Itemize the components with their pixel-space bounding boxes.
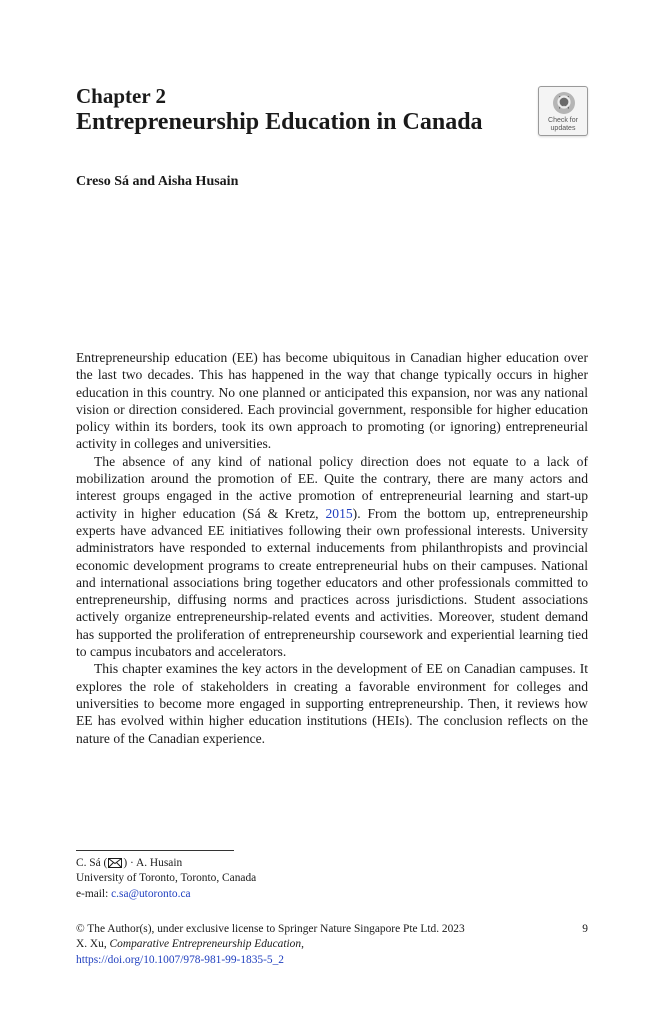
check-for-updates-badge[interactable] (538, 86, 588, 136)
author-names: Creso Sá and Aisha Husain (76, 174, 239, 189)
co-author: · A. Husain (130, 857, 183, 869)
email-label: e-mail: (76, 887, 112, 900)
email-line (76, 887, 496, 902)
footnote-authors: C. Sá ( ) · A. Husain (76, 857, 183, 869)
badge-line-1: Check for (548, 117, 578, 124)
book-title: Comparative Entrepreneurship Education (109, 938, 302, 951)
paragraph-1: Entrepreneurship education (EE) has become ubiquitous in Canadian higher education over the last two decades. This has happened in the way that change typically occurs in higher education in this country. No one planned or anticipated this expansion, nor was any national vision or direction considered. Each provincial government, responsible for higher education policy within its borders, took its own approach to promoting (or ignoring) entrepreneurial activity in colleges and universities. (76, 350, 588, 452)
copyright-line: © The Author(s), under exclusive license to Springer Nature Singapore Pte Ltd. 2023 (76, 923, 465, 935)
chapter-title: Entrepreneurship Education in Canada (76, 109, 483, 135)
paragraph-2 (76, 453, 588, 661)
author-footnote (76, 856, 496, 902)
envelope-icon[interactable] (108, 858, 122, 868)
citation-link[interactable]: 2015 (325, 505, 353, 521)
footnote-divider (76, 850, 234, 851)
paragraph-2-part-a: The absence of any kind of national policy direction does not equate to a lack of mobilization around the promotion of EE. Quite the contrary, there are many actors and interest groups engaged in the active promotion of entrepreneurial learning and start-up activity in higher education (Sá & Kretz, (76, 453, 588, 521)
email-link[interactable]: c.sa@utoronto.ca (111, 887, 191, 900)
chapter-label: Chapter 2 (76, 84, 167, 108)
book-suffix: , (301, 938, 304, 951)
copyright-block (76, 922, 526, 968)
book-citation (76, 937, 526, 952)
check-for-updates-icon (551, 90, 577, 116)
paragraph-3: This chapter examines the key actors in the development of EE on Canadian campuses. It explores the role of stakeholders in creating a favorable environment for colleges and universities to become more engaged in supporting entrepreneurship. Then, it reviews how EE has evolved within higher education institutions (HEIs). The conclusion reflects on the nature of the Canadian experience. (76, 661, 588, 746)
book-editor: X. Xu, (76, 938, 110, 951)
doi-link[interactable]: https://doi.org/10.1007/978-981-99-1835-5_2 (76, 953, 284, 966)
badge-line-2: updates (550, 125, 576, 132)
affiliation: University of Toronto, Toronto, Canada (76, 872, 257, 885)
badge-text (539, 117, 587, 133)
paragraph-2-part-b: ). From the bottom up, entrepreneurship experts have advanced EE initiatives following their own professional interests. University administrators have responded to external inducements from philanthropists and provincial economic development programs to create entrepreneurial hubs on their campuses. National and international associations bring together educators and other professionals committed to entrepreneurship, diffusing norms and practices across jurisdictions. Student associations actively organize entrepreneurship-related events and activities. Moreover, student demand has supported the proliferation of entrepreneurship coursework and experiential learning tied to campus incubators and accelerators. (76, 505, 588, 660)
corresponding-author: C. Sá (76, 857, 101, 869)
page-number: 9 (582, 923, 588, 935)
chapter-body (76, 349, 588, 747)
